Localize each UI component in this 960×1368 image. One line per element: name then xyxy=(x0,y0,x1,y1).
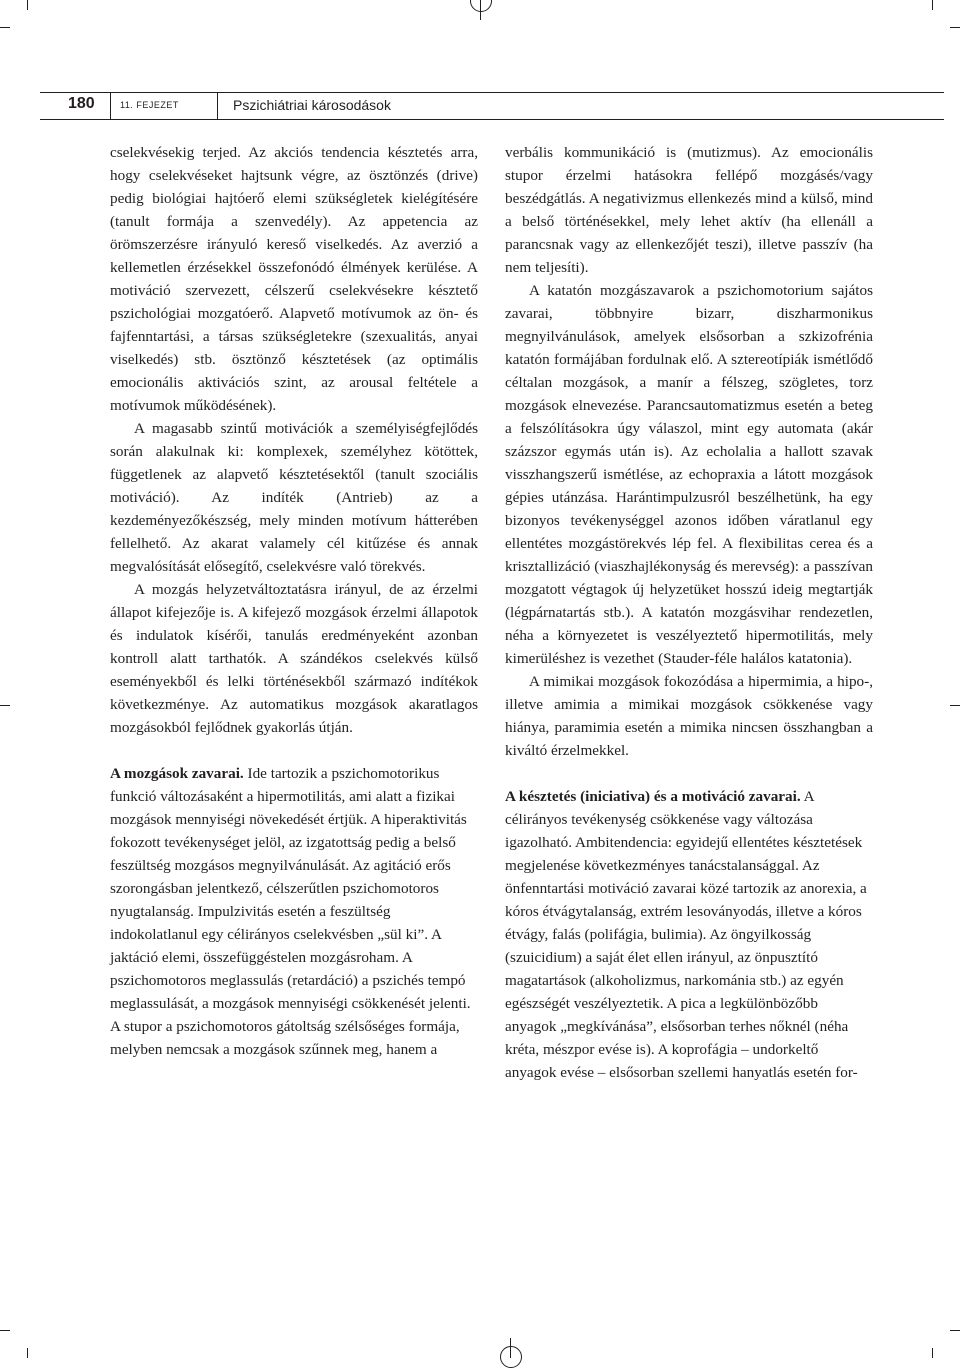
paragraph: A magasabb szintű motivációk a személyiségfejlődés során alakulnak ki: komplexek, személyhez kötöttek, függetlenek az alapvető késztetésektől (tanult szociális motiváció). Az indíték (Antrieb) az a kezdeményezőkészség, mely minden motívum hátterében fellelhető. Az akarat valamely cél kitűzése és annak megvalósítását elősegítő, cselekvésre való törekvés. xyxy=(110,420,478,575)
left-column xyxy=(110,141,478,1061)
crop-mark-top-left-v xyxy=(27,0,28,10)
paragraph: A katatón mozgászavarok a pszichomotorium sajátos zavarai, többnyire bizarr, diszharmonikus megnyilvánulások, amelyek elsősorban a szkizofrénia katatón formájában fordulnak elő. A sztereotípiák ismétlődő céltalan mozgások, a manír a félszeg, szögletes, torz mozgások elnevezése. Parancsautomatizmus esetén a beteg a felszólításokra úgy válaszol, mint egy automata (akár százszor egymás után is). Az echolalia a hallott szavak visszhangszerű ismétlése, az echopraxia a látott mozgások gépies utánzása. Harántimpulzusról beszélhetünk, ha egy bizonyos tevékenységgel azonos időben váratlanul egy ellentétes mozgástörekvés lép fel. A flexibilitas cerea és a krisztallizáció (viaszhajlékonyság és merevség): a passzívan mozgatott végtagok új helyzetüket hosszú ideig megtartják (légpárnatartás stb.). A katatón mozgásvihar rendezetlen, néha a környezetet is veszélyeztető hipermotilitás, mely kimerüléshez is vezethet (Stauder-féle halálos katatonia). xyxy=(505,282,873,667)
crop-mark-top-right-v xyxy=(932,0,933,10)
crop-mark-mid-left xyxy=(0,705,10,706)
page-header xyxy=(40,92,944,120)
header-divider xyxy=(217,93,218,119)
paragraph: verbális kommunikáció is (mutizmus). Az emocionális stupor érzelmi hatásokra fellépő mozgásés/vagy beszédgátlás. A negativizmus ellenkezés mind a külső, mind a belső történésekkel, mely lehet aktív (ha ellenáll a parancsnak vagy az ellenkezőjét teszi), illetve passzív (ha nem teljesíti). xyxy=(505,144,873,276)
crop-mark-mid-right xyxy=(950,705,960,706)
paragraph: A mozgás helyzetváltoztatásra irányul, de az érzelmi állapot kifejezője is. A kifejező mozgások érzelmi állapotok és indulatok kísérői, tanulás eredményeként azonban kontroll alatt tarthatók. A szándékos cselekvés külső eseményekből és lelki történésekből származó indítékok következménye. Az automatikus mozgások akaratlagos mozgásokból fejlődnek gyakorlás útján. xyxy=(110,581,478,736)
right-column xyxy=(505,141,873,1084)
section-heading: A mozgások zavarai. xyxy=(110,765,244,782)
chapter-title: Pszichiátriai károsodások xyxy=(233,97,391,113)
paragraph: A mimikai mozgások fokozódása a hipermimia, a hipo-, illetve amimia a mimikai mozgások csökkenése vagy hiánya, paramimia esetén a mimika nincsen összhangban a kiváltó érzelmekkel. xyxy=(505,673,873,759)
paragraph-text: A célirányos tevékenység csökkenése vagy változása igazolható. Ambitendencia: egyidejű ellentétes késztetések megjelenése következményes tanácstalansággal. Az önfenntartási motiváció zavarai közé tartozik az anorexia, a kóros étvágytalanság, extrém lesoványodás, illetve a kóros étvágy, falás (polifágia, bulimia). Az öngyilkosság (szuicidium) a saját élet ellen irányul, az önpusztító magatartások (alkoholizmus, narkománia stb.) az egyén egészségét veszélyeztetik. A pica a legkülönbözőbb anyagok „megkívánása”, elsősorban terhes nőknél (néha kréta, mészpor evése is). A koprofágia – undorkeltő anyagok evése – elsősorban szellemi hanyatlás esetén for- xyxy=(505,788,867,1081)
page-number: 180 xyxy=(68,95,95,112)
crop-mark-bottom-right-v xyxy=(932,1348,933,1358)
registration-mark-top-line xyxy=(480,0,481,20)
registration-mark-top xyxy=(470,0,492,12)
section-heading: A késztetés (iniciativa) és a motiváció zavarai. xyxy=(505,788,801,805)
crop-mark-bottom-left xyxy=(0,1330,10,1331)
paragraph-text: Ide tartozik a pszichomotorikus funkció változásaként a hipermotilitás, ami alatt a fizikai mozgások mennyiségi növekedését értjük. A hiperaktivitás fokozott tevékenységet jelöl, az izgatottság pedig a belső feszültség mozgásos megnyilvánulását. Az agitáció erős szorongásban jelentkező, célszerűtlen pszichomotoros nyugtalanság. Impulzivitás esetén a feszültség indokolatlanul egy célirányos cselekvésben „sül ki”. A jaktáció elemi, összefüggéstelen mozgásroham. A pszichomotoros meglassulás (retardáció) a pszichés tempó meglassulását, a mozgások mennyiségi csökkenését jelenti. A stupor a pszichomotoros gátoltság szélsőséges formája, melyben nemcsak a mozgások szűnnek meg, hanem a xyxy=(110,765,471,1058)
paragraph: cselekvésekig terjed. Az akciós tendencia késztetés arra, hogy cselekvéseket hajtsunk végre, az ösztönzés (drive) pedig biológiai hajtóerő elemi szükségletek kielégítésére (tanult formája a szenvedély). Az appetencia az örömszerzésre irányuló kereső viselkedés. Az averzió a kellemetlen érzésekkel összefonódó élmények kerülése. A motiváció szervezett, célszerű cselekvésekre késztető pszichológiai mozgatóerő. Alapvető motívumok az ön- és fajfenntartási, a társas szükségletekre (szexualitás, anyai viselkedés) stb. ösztönző késztetések (az optimális emocionális aktivációs szint, az arousal feltétele a motívumok működésének). xyxy=(110,144,478,414)
crop-mark-bottom-left-v xyxy=(27,1348,28,1358)
crop-mark-top-left xyxy=(0,27,10,28)
registration-mark-bottom xyxy=(500,1346,522,1368)
chapter-label: 11. FEJEZET xyxy=(120,100,179,110)
crop-mark-bottom-right xyxy=(950,1330,960,1331)
header-divider xyxy=(110,93,111,119)
registration-mark-bottom-line xyxy=(510,1338,511,1358)
crop-mark-top-right xyxy=(950,27,960,28)
